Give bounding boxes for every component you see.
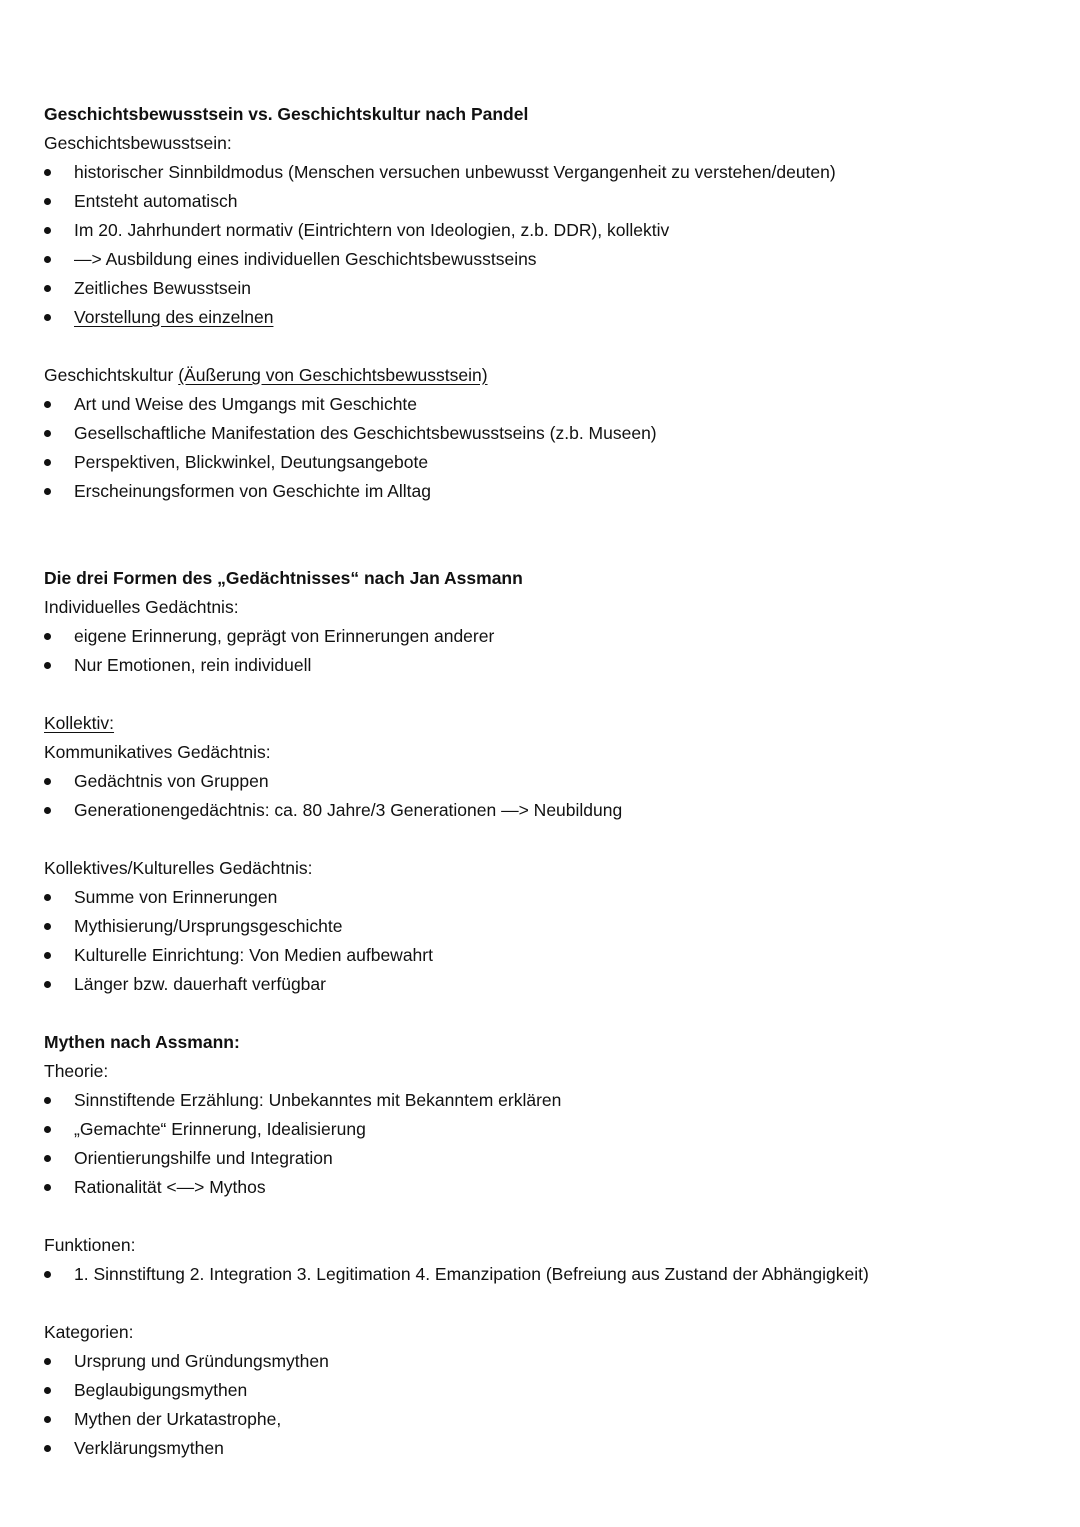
bullet-icon xyxy=(44,1358,51,1365)
list-item: historischer Sinnbildmodus (Menschen versuchen unbewusst Vergangenheit zu verstehen/deuten) xyxy=(44,158,1034,187)
list-item: Generationengedächtnis: ca. 80 Jahre/3 Generationen —> Neubildung xyxy=(44,796,1034,825)
list-item: Im 20. Jahrhundert normativ (Eintrichtern von Ideologien, z.b. DDR), kollektiv xyxy=(44,216,1034,245)
bullet-icon xyxy=(44,981,51,988)
subheading-theorie: Theorie: xyxy=(44,1061,109,1081)
bullet-icon xyxy=(44,256,51,263)
list-item: eigene Erinnerung, geprägt von Erinnerungen anderer xyxy=(44,622,1034,651)
bullet-icon xyxy=(44,778,51,785)
bullet-icon xyxy=(44,923,51,930)
list-item: Summe von Erinnerungen xyxy=(44,883,1034,912)
subheading-kategorien: Kategorien: xyxy=(44,1322,134,1342)
list-item: Perspektiven, Blickwinkel, Deutungsangebote xyxy=(44,448,1034,477)
subheading-geschichtskultur: Geschichtskultur (Äußerung von Geschichtsbewusstsein) xyxy=(44,365,488,385)
document-page xyxy=(44,100,1034,1463)
list-item: Gedächtnis von Gruppen xyxy=(44,767,1034,796)
list-item: Sinnstiftende Erzählung: Unbekanntes mit Bekanntem erklären xyxy=(44,1086,1034,1115)
list-item: Mythen der Urkatastrophe, xyxy=(44,1405,1034,1434)
list-item: „Gemachte“ Erinnerung, Idealisierung xyxy=(44,1115,1034,1144)
bullet-icon xyxy=(44,169,51,176)
list-item: Entsteht automatisch xyxy=(44,187,1034,216)
bullet-icon xyxy=(44,662,51,669)
list-item: Gesellschaftliche Manifestation des Geschichtsbewusstseins (z.b. Museen) xyxy=(44,419,1034,448)
bullet-icon xyxy=(44,1097,51,1104)
bullet-icon xyxy=(44,1271,51,1278)
list-item: Orientierungshilfe und Integration xyxy=(44,1144,1034,1173)
bullet-icon xyxy=(44,430,51,437)
bullet-icon xyxy=(44,1126,51,1133)
list-item: Mythisierung/Ursprungsgeschichte xyxy=(44,912,1034,941)
subheading-kulturelles: Kollektives/Kulturelles Gedächtnis: xyxy=(44,858,313,878)
list-item: Erscheinungsformen von Geschichte im Alltag xyxy=(44,477,1034,506)
bullet-icon xyxy=(44,1155,51,1162)
subheading-individuelles: Individuelles Gedächtnis: xyxy=(44,597,239,617)
list-item: Art und Weise des Umgangs mit Geschichte xyxy=(44,390,1034,419)
bullet-icon xyxy=(44,1387,51,1394)
bullet-icon xyxy=(44,807,51,814)
list-item: Beglaubigungsmythen xyxy=(44,1376,1034,1405)
bullet-icon xyxy=(44,285,51,292)
bullet-icon xyxy=(44,227,51,234)
bullet-icon xyxy=(44,401,51,408)
subheading-kommunikatives: Kommunikatives Gedächtnis: xyxy=(44,742,271,762)
bullet-icon xyxy=(44,198,51,205)
bullet-icon xyxy=(44,894,51,901)
list-item: —> Ausbildung eines individuellen Geschichtsbewusstseins xyxy=(44,245,1034,274)
list-item: 1. Sinnstiftung 2. Integration 3. Legitimation 4. Emanzipation (Befreiung aus Zustand der Abhängigkeit) xyxy=(44,1260,1034,1289)
section-title-assmann-gedaechtnis: Die drei Formen des „Gedächtnisses“ nach Jan Assmann xyxy=(44,568,523,588)
list-item: Vorstellung des einzelnen xyxy=(44,303,1034,332)
list-item: Verklärungsmythen xyxy=(44,1434,1034,1463)
list-item: Zeitliches Bewusstsein xyxy=(44,274,1034,303)
section-title-pandel: Geschichtsbewusstsein vs. Geschichtskultur nach Pandel xyxy=(44,104,529,124)
bullet-icon xyxy=(44,633,51,640)
section-title-mythen: Mythen nach Assmann: xyxy=(44,1032,240,1052)
list-item: Nur Emotionen, rein individuell xyxy=(44,651,1034,680)
bullet-icon xyxy=(44,1184,51,1191)
list-item: Kulturelle Einrichtung: Von Medien aufbewahrt xyxy=(44,941,1034,970)
list-item: Rationalität <—> Mythos xyxy=(44,1173,1034,1202)
bullet-icon xyxy=(44,314,51,321)
subheading-geschichtsbewusstsein: Geschichtsbewusstsein: xyxy=(44,133,232,153)
list-item: Länger bzw. dauerhaft verfügbar xyxy=(44,970,1034,999)
bullet-icon xyxy=(44,1445,51,1452)
bullet-icon xyxy=(44,459,51,466)
bullet-icon xyxy=(44,1416,51,1423)
subheading-funktionen: Funktionen: xyxy=(44,1235,136,1255)
bullet-icon xyxy=(44,952,51,959)
subheading-kollektiv: Kollektiv: xyxy=(44,713,115,733)
list-item: Ursprung und Gründungsmythen xyxy=(44,1347,1034,1376)
bullet-icon xyxy=(44,488,51,495)
